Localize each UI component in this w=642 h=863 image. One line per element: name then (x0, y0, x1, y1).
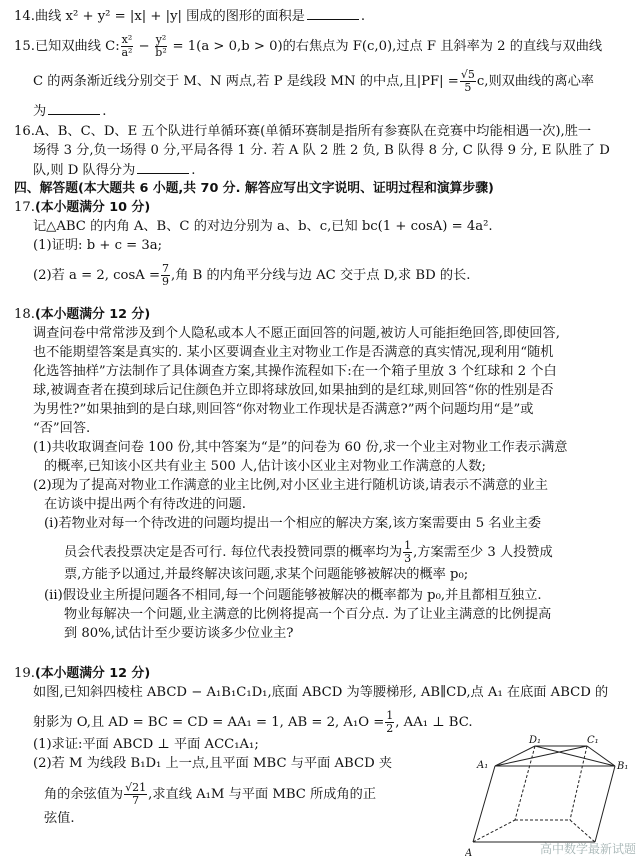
q17-header (14, 199, 634, 217)
section-title: 四、解答题(本大题共 6 小题,共 70 分. 解答应写出文字说明、证明过程和演算步骤) (14, 181, 494, 196)
q19-part2-line1: (2)若 M 为线段 B₁D₁ 上一点,且平面 MBC 与平面 ABCD 夹 (33, 756, 393, 771)
q14-number: 14. (14, 9, 35, 24)
frac-den: 3 (404, 552, 412, 565)
edge-a1a (473, 766, 495, 842)
q16-line3 (33, 161, 642, 180)
q16-answer-blank[interactable] (137, 161, 189, 174)
label-c1: C₁ (587, 735, 599, 746)
q19-line1: 如图,已知斜四棱柱 ABCD − A₁B₁C₁D₁,底面 ABCD 为等腰梯形, AB∥CD,点 A₁ 在底面 ABCD 的 (33, 685, 609, 700)
edge-d1a1 (495, 746, 535, 766)
q16-number: 16. (14, 124, 35, 139)
q19-line2-text-b: , AA₁ ⊥ BC. (395, 715, 473, 730)
q18-line6: “否”回答. (33, 421, 91, 436)
q16-end: . (191, 163, 196, 178)
watermark: 高中数学最新试题 (539, 842, 636, 856)
q19-part2-line3: 弦值. (44, 811, 75, 826)
q18-number: 18. (14, 307, 35, 322)
frac-den: b² (155, 46, 167, 59)
label-b1: B₁ (617, 761, 629, 772)
frac-den: 9 (162, 275, 169, 288)
q18-line2: 也不能期望答案是真实的. 某小区要调查业主对物业工作是否满意的真实情况,现利用“随机 (33, 345, 554, 360)
q15-line2-text-b: c,则双曲线的离心率 (476, 74, 594, 89)
q14-answer-blank[interactable] (307, 7, 359, 20)
q17-part2 (33, 263, 642, 288)
frac-den: 7 (132, 794, 140, 807)
q18-line1: 调查问卷中常常涉及到个人隐私或本人不愿正面回答的问题,被访人可能拒绝回答,即使回答, (33, 326, 560, 341)
q18-sub-i-line2 (64, 540, 642, 565)
q15-fraction-x (121, 34, 134, 59)
q14-end: . (360, 9, 366, 24)
q14-line (14, 7, 634, 26)
frac-den: 5 (464, 81, 472, 94)
q19-score: (本小题满分 12 分) (34, 666, 151, 681)
q17-fraction (161, 263, 170, 288)
q17-number: 17. (14, 200, 35, 215)
q15-end: . (102, 104, 107, 119)
q18-sub-ii-line2: 物业每解决一个问题,业主满意的比例将提高一个百分点. 为了让业主满意的比例提高 (64, 607, 552, 622)
q15-line2-text: C 的两条渐近线分别交于 M、N 两点,若 P 是线段 MN 的中点,且|PF| = (33, 74, 459, 89)
edge-cb (570, 820, 595, 842)
q16-line3-text: 队,则 D 队得分为 (33, 163, 136, 178)
q19-fraction (385, 710, 394, 735)
q17-stem: 记△ABC 的内角 A、B、C 的对边分别为 a、b、c,已知 bc(1 + cosA) = 4a². (33, 219, 493, 234)
minus: − (134, 39, 154, 54)
frac-num: √21 (125, 781, 147, 794)
q18-part2-line2: 在访谈中提出两个有待改进的问题. (44, 497, 247, 512)
q17-part2-text-b: ,角 B 的内角平分线与边 AC 交于点 D,求 BD 的长. (171, 268, 471, 283)
q16-text: A、B、C、D、E 五个队进行单循环赛(单循环赛制是指所有参赛队在竞赛中均能相遇一次),胜一 (34, 124, 592, 139)
q16-line1 (14, 123, 634, 141)
q15-fraction-y (155, 34, 168, 59)
edge-b1b (595, 766, 615, 842)
frac-den: 2 (386, 722, 394, 735)
q18-line3: 化选答抽样”方法制作了具体调查方案,其操作流程如下:在一个箱子里放 3 个红球和 2 个白 (33, 364, 557, 379)
q18-part2-line1: (2)现为了提高对物业工作满意的业主比例,对小区业主进行随机访谈,请表示不满意的业主 (33, 478, 548, 493)
frac-num: 1 (386, 709, 394, 722)
q15-answer-blank[interactable] (48, 102, 100, 115)
q19-number: 19. (14, 666, 35, 681)
q18-sub-i-text: 员会代表投票决定是否可行. 每位代表投赞同票的概率均为 (64, 545, 403, 560)
q15-number: 15. (14, 39, 35, 54)
frac-den: a² (121, 46, 133, 59)
q15-text: 已知双曲线 C: (34, 39, 120, 54)
q15-fraction-pf (460, 69, 476, 94)
frac-num: 1 (404, 539, 412, 552)
q18-part1-line2: 的概率,已知该小区共有业主 500 人,估计该小区业主对物业工作满意的人数; (44, 459, 487, 474)
q14-text: 曲线 x² + y² = |x| + |y| 围成的图形的面积是 (34, 9, 305, 24)
frac-num: x² (121, 33, 133, 46)
q18-header (14, 306, 634, 324)
q17-part2-text: (2)若 a = 2, cosA = (33, 268, 160, 283)
q18-sub-ii-line1: (ii)假设业主所提问题各不相同,每一个问题能够被解决的概率都为 p₀,并且都相互独立. (44, 588, 542, 603)
q18-fraction (403, 540, 412, 565)
q15-line3-text: 为 (33, 104, 47, 119)
q18-part1-line1: (1)共收取调查问卷 100 份,其中答案为“是”的问卷为 60 份,求一个业主对物业工作表示满意 (33, 440, 568, 455)
frac-num: √5 (460, 68, 475, 81)
q19-header (14, 665, 634, 683)
frac-num: y² (155, 33, 167, 46)
q18-sub-i-line3: 票,方能予以通过,并最终解决该问题,求某个问题能够被解决的概率 p₀; (64, 567, 469, 582)
label-a: A (465, 848, 473, 859)
edge-d1d (515, 746, 535, 820)
q19-fraction-cos (124, 782, 147, 807)
q19-line2-text: 射影为 O,且 AD = BC = CD = AA₁ = 1, AB = 2, A₁O = (33, 715, 385, 730)
edge-ad (473, 820, 515, 842)
q19-part2-text: 角的余弦值为 (44, 787, 124, 802)
q17-part1: (1)证明: b + c = 3a; (33, 238, 163, 253)
q16-line2: 场得 3 分,负一场得 0 分,平局各得 1 分. 若 A 队 2 胜 2 负, B 队得 8 分, C 队得 9 分, E 队胜了 D (33, 143, 610, 158)
q18-sub-i-text-b: ,方案需至少 3 人投赞成 (413, 545, 553, 560)
q17-score: (本小题满分 10 分) (34, 200, 151, 215)
q18-sub-i-line1: (i)若物业对每一个待改进的问题均提出一个相应的解决方案,该方案需要由 5 名业主委 (44, 516, 542, 531)
q15-line3 (33, 102, 642, 121)
q19-part1: (1)求证:平面 ABCD ⊥ 平面 ACC₁A₁; (33, 737, 259, 752)
q19-part2-text-b: ,求直线 A₁M 与平面 MBC 所成角的正 (148, 787, 377, 802)
frac-num: 7 (162, 262, 169, 275)
q18-sub-ii-line3: 到 80%,试估计至少要访谈多少位业主? (64, 626, 294, 641)
q15-line2 (33, 69, 642, 94)
q15-text-b: = 1(a > 0,b > 0)的右焦点为 F(c,0),过点 F 且斜率为 2 的直线与双曲线 (168, 39, 603, 54)
label-a1: A₁ (477, 760, 489, 771)
q15-line1 (14, 34, 634, 59)
label-d1: D₁ (529, 735, 542, 746)
q18-score: (本小题满分 12 分) (34, 307, 151, 322)
q18-line5: 为男性?”如果抽到的是白球,则回答“你对物业工作现状是否满意?”两个问题均用“是”或 (33, 402, 534, 417)
q18-line4: 球,被调查者在摸到球后记住颜色并立即将球放回,如果抽到的是红球,则回答“你的性别是否 (33, 383, 554, 398)
